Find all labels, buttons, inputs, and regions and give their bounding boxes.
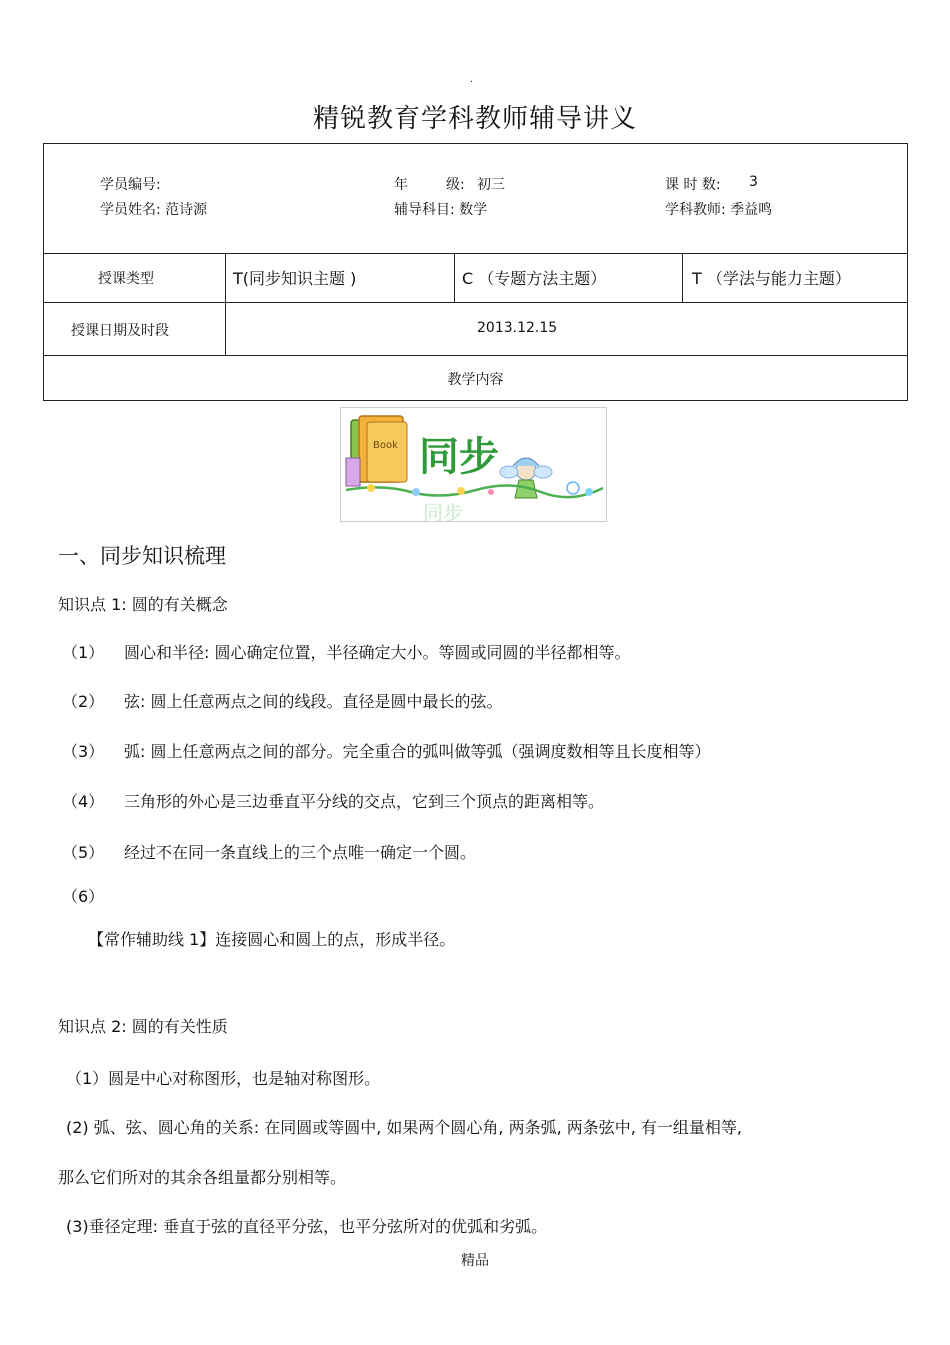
content-label: 教学内容 xyxy=(447,372,504,388)
kp2-item: （1）圆是中心对称图形，也是轴对称图形。 xyxy=(66,1069,381,1088)
table-divider xyxy=(682,253,683,302)
student-name: 学员姓名: 范诗源 xyxy=(100,202,208,218)
hours-value: 3 xyxy=(749,174,758,190)
knowledge-point-1: 知识点 1: 圆的有关概念 xyxy=(58,595,228,614)
kp2-item: (2) 弧、弦、圆心角的关系: 在同圆或等圆中, 如果两个圆心角, 两条弧, 两条弦中, 有一组量相等, xyxy=(66,1118,743,1137)
book-text: Book xyxy=(373,440,398,451)
table-divider xyxy=(454,253,455,302)
item-text: 三角形的外心是三边垂直平分线的交点，它到三个顶点的距离相等。 xyxy=(124,792,605,811)
banner-graphic xyxy=(341,408,607,522)
lesson-type-t2: T （学法与能力主题） xyxy=(692,269,851,288)
flower-icon xyxy=(585,488,593,496)
footer-text: 精品 xyxy=(461,1253,489,1269)
item-number: （6） xyxy=(62,887,105,906)
fairy-hair xyxy=(513,458,539,466)
item-text: 经过不在同一条直线上的三个点唯一确定一个圆。 xyxy=(124,843,477,862)
page-title: 精锐教育学科教师辅导讲义 xyxy=(312,104,637,134)
grade-value: 初三 xyxy=(477,177,505,193)
item-number: （1） xyxy=(62,643,105,662)
table-divider xyxy=(44,253,907,254)
date-value: 2013.12.15 xyxy=(477,320,558,336)
teacher: 学科教师: 季益鸣 xyxy=(665,202,773,218)
kp2-item: 那么它们所对的其余各组量都分别相等。 xyxy=(58,1168,347,1187)
flower-icon xyxy=(567,482,579,494)
book-purple xyxy=(346,458,360,486)
hours-label: 课 时 数: xyxy=(665,177,721,193)
flower-icon xyxy=(367,484,375,492)
item-text: 弧: 圆上任意两点之间的部分。完全重合的弧叫做等弧（强调度数相等且长度相等） xyxy=(124,742,711,761)
table-divider xyxy=(225,302,226,355)
item-number: （4） xyxy=(62,792,105,811)
grade-label-2: 级: xyxy=(446,177,465,193)
student-id: 学员编号: xyxy=(100,177,161,193)
book-yellow xyxy=(367,422,407,482)
flower-icon xyxy=(488,489,494,495)
fairy-wing-right xyxy=(534,466,552,478)
item-text: 弦: 圆上任意两点之间的线段。直径是圆中最长的弦。 xyxy=(124,692,503,711)
grade-label: 年 xyxy=(394,177,408,193)
flower-icon xyxy=(412,488,420,496)
banner-sub-text: 同步 xyxy=(423,501,463,522)
info-table xyxy=(43,143,908,401)
table-divider xyxy=(44,302,907,303)
section-heading: 一、同步知识梳理 xyxy=(58,544,226,568)
table-divider xyxy=(225,253,226,302)
lesson-type-c: C （专题方法主题） xyxy=(462,269,607,288)
subject: 辅导科目: 数学 xyxy=(394,202,488,218)
knowledge-point-2: 知识点 2: 圆的有关性质 xyxy=(58,1017,228,1036)
auxiliary-line-note: 【常作辅助线 1】连接圆心和圆上的点，形成半径。 xyxy=(88,930,456,949)
banner-vine xyxy=(346,485,603,497)
flower-icon xyxy=(457,487,465,495)
date-label: 授课日期及时段 xyxy=(71,323,169,339)
kp2-item: (3)垂径定理: 垂直于弦的直径平分弦，也平分弦所对的优弧和劣弧。 xyxy=(66,1217,548,1236)
lesson-type-t1: T(同步知识主题 ) xyxy=(233,269,357,288)
item-number: （3） xyxy=(62,742,105,761)
item-number: （5） xyxy=(62,843,105,862)
item-number: （2） xyxy=(62,692,105,711)
banner-main-text: 同步 xyxy=(419,434,499,480)
header-dot: . xyxy=(470,74,474,85)
table-divider xyxy=(44,355,907,356)
lesson-type-label: 授课类型 xyxy=(98,271,154,287)
fairy-wing-left xyxy=(500,466,518,478)
sync-banner-image xyxy=(340,407,607,522)
item-text: 圆心和半径: 圆心确定位置，半径确定大小。等圆或同圆的半径都相等。 xyxy=(124,643,631,662)
